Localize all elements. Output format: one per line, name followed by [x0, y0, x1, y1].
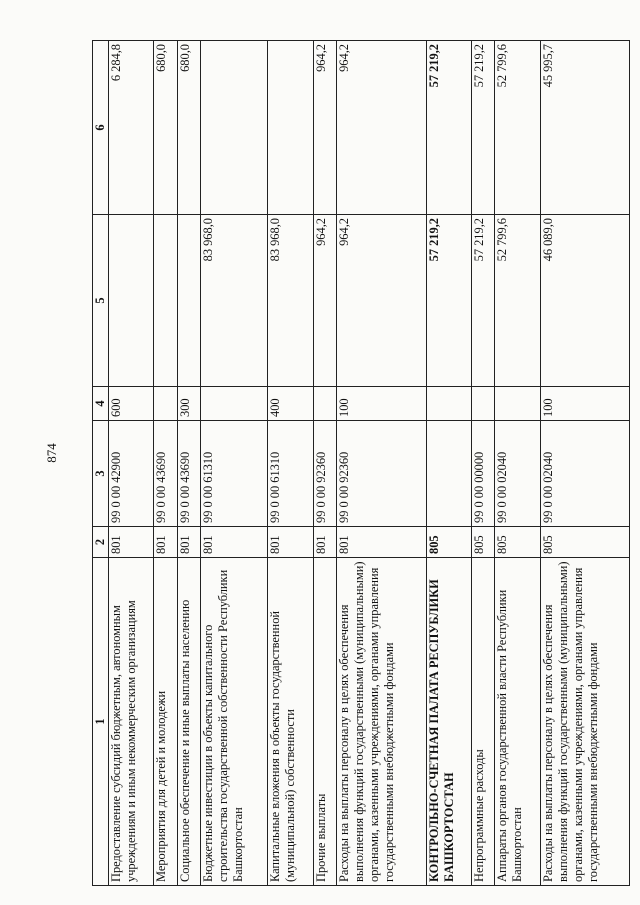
department-code-cell: 805 [426, 527, 471, 558]
expense-name-cell: Прочие выплаты [313, 558, 336, 886]
expense-type-cell: 400 [268, 387, 313, 421]
expense-type-cell [495, 387, 540, 421]
table-row [495, 41, 540, 886]
department-code-cell: 801 [313, 527, 336, 558]
target-article-cell: 99 0 00 92360 [337, 421, 426, 527]
table-row [337, 41, 426, 886]
amount-year2-cell: 680,0 [177, 41, 200, 215]
budget-table [92, 40, 630, 886]
department-code-cell: 805 [471, 527, 494, 558]
target-article-cell: 99 0 00 61310 [268, 421, 313, 527]
header-cell: 4 [93, 387, 109, 421]
rotated-table-container [92, 41, 630, 886]
target-article-cell [426, 421, 471, 527]
amount-year2-cell: 964,2 [337, 41, 426, 215]
table-row [154, 41, 177, 886]
amount-year2-cell: 52 799,6 [495, 41, 540, 215]
expense-name-cell: Непрограммные расходы [471, 558, 494, 886]
amount-year1-cell: 964,2 [337, 215, 426, 387]
department-code-cell: 801 [154, 527, 177, 558]
amount-year1-cell: 46 089,0 [540, 215, 629, 387]
expense-type-cell [426, 387, 471, 421]
expense-name-cell: Бюджетные инвестиции в объекты капитального строительства государственной собственности Республики Башкортостан [201, 558, 268, 886]
expense-name-cell: Расходы на выплаты персоналу в целях обеспечения выполнения функций государственными (муниципальными) органами, казенными учреждениями, органами управления государственными внебюджетными фондами [337, 558, 426, 886]
amount-year2-cell [268, 41, 313, 215]
table-row [201, 41, 268, 886]
department-code-cell: 801 [109, 527, 154, 558]
target-article-cell: 99 0 00 61310 [201, 421, 268, 527]
target-article-cell: 99 0 00 43690 [154, 421, 177, 527]
expense-type-cell: 100 [540, 387, 629, 421]
department-code-cell: 805 [495, 527, 540, 558]
expense-type-cell [154, 387, 177, 421]
expense-name-cell: Капитальные вложения в объекты государственной (муниципальной) собственности [268, 558, 313, 886]
amount-year1-cell [154, 215, 177, 387]
department-code-cell: 801 [268, 527, 313, 558]
expense-name-cell: Социальное обеспечение и иные выплаты населению [177, 558, 200, 886]
target-article-cell: 99 0 00 43690 [177, 421, 200, 527]
header-cell: 5 [93, 215, 109, 387]
table-row [540, 41, 629, 886]
expense-type-cell [471, 387, 494, 421]
target-article-cell: 99 0 00 02040 [495, 421, 540, 527]
department-code-cell: 801 [177, 527, 200, 558]
expense-name-cell: Расходы на выплаты персоналу в целях обеспечения выполнения функций государственными (муниципальными) органами, казенными учреждениями, органами управления государственными внебюджетными фондами [540, 558, 629, 886]
amount-year1-cell: 57 219,2 [471, 215, 494, 387]
table-row [313, 41, 336, 886]
amount-year2-cell [201, 41, 268, 215]
target-article-cell: 99 0 00 92360 [313, 421, 336, 527]
amount-year2-cell: 680,0 [154, 41, 177, 215]
expense-name-cell: КОНТРОЛЬНО-СЧЕТНАЯ ПАЛАТА РЕСПУБЛИКИ БАШКОРТОСТАН [426, 558, 471, 886]
expense-type-cell [313, 387, 336, 421]
table-row [177, 41, 200, 886]
amount-year1-cell [109, 215, 154, 387]
amount-year1-cell: 57 219,2 [426, 215, 471, 387]
amount-year1-cell: 964,2 [313, 215, 336, 387]
amount-year1-cell: 83 968,0 [268, 215, 313, 387]
expense-name-cell: Предоставление субсидий бюджетным, автономным учреждениям и иным некоммерческим организациям [109, 558, 154, 886]
table-row [109, 41, 154, 886]
header-row [93, 41, 109, 886]
expense-type-cell: 300 [177, 387, 200, 421]
target-article-cell: 99 0 00 42900 [109, 421, 154, 527]
table-row [426, 41, 471, 886]
amount-year2-cell: 964,2 [313, 41, 336, 215]
amount-year2-cell: 57 219,2 [426, 41, 471, 215]
expense-name-cell: Аппараты органов государственной власти Республики Башкортостан [495, 558, 540, 886]
expense-type-cell [201, 387, 268, 421]
target-article-cell: 99 0 00 02040 [540, 421, 629, 527]
header-cell: 1 [93, 558, 109, 886]
expense-type-cell: 100 [337, 387, 426, 421]
header-cell: 6 [93, 41, 109, 215]
header-cell: 3 [93, 421, 109, 527]
department-code-cell: 801 [337, 527, 426, 558]
expense-name-cell: Мероприятия для детей и молодежи [154, 558, 177, 886]
target-article-cell: 99 0 00 00000 [471, 421, 494, 527]
department-code-cell: 801 [201, 527, 268, 558]
table-body [109, 41, 630, 886]
amount-year2-cell: 45 995,7 [540, 41, 629, 215]
amount-year1-cell: 83 968,0 [201, 215, 268, 387]
amount-year1-cell [177, 215, 200, 387]
header-cell: 2 [93, 527, 109, 558]
table-row [268, 41, 313, 886]
amount-year1-cell: 52 799,6 [495, 215, 540, 387]
expense-type-cell: 600 [109, 387, 154, 421]
table-row [471, 41, 494, 886]
amount-year2-cell: 57 219,2 [471, 41, 494, 215]
amount-year2-cell: 6 284,8 [109, 41, 154, 215]
page-number: 874 [44, 443, 59, 463]
department-code-cell: 805 [540, 527, 629, 558]
